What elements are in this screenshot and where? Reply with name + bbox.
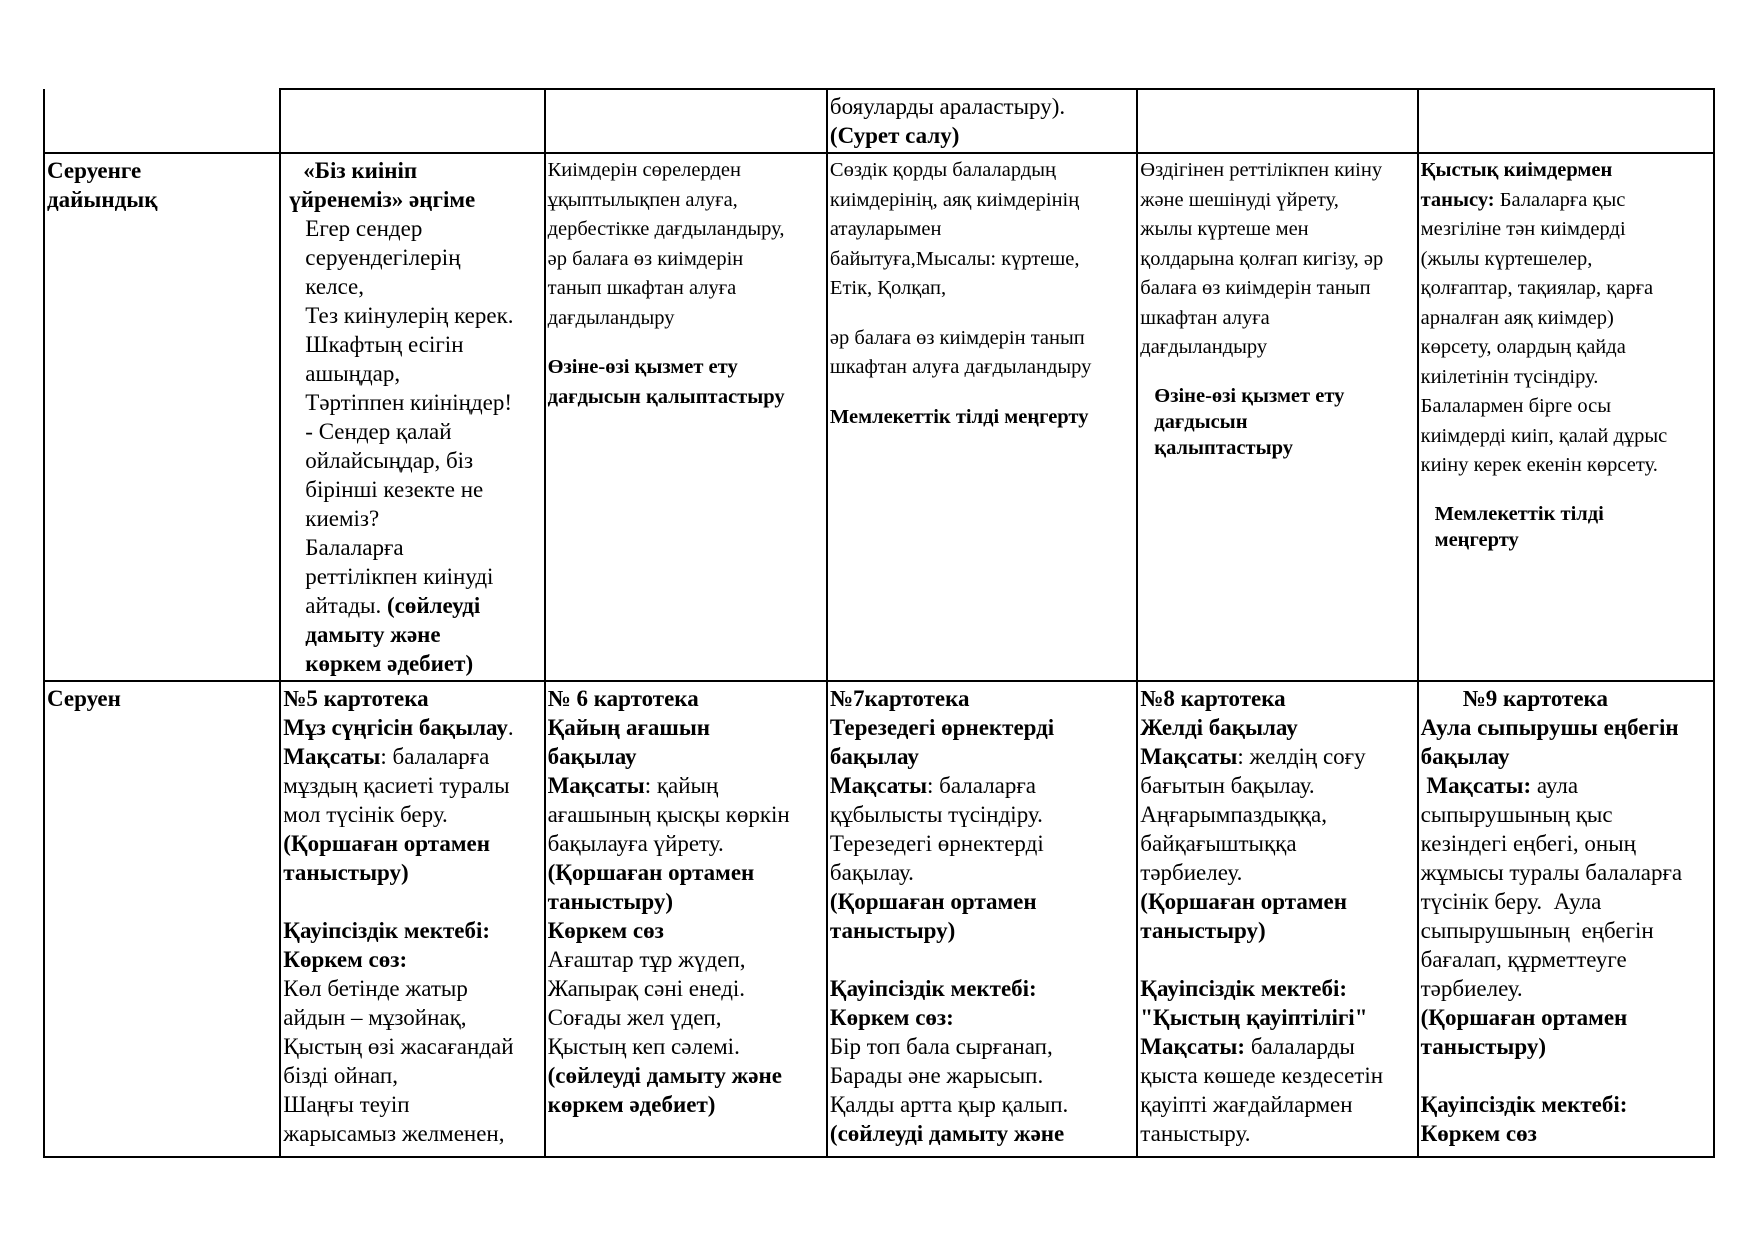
walk-col6-line: [1421, 1119, 1711, 1148]
prep-col5-bold-block: [1140, 383, 1414, 461]
walk-text: Мұз сүңгісін бақылау: [283, 715, 508, 740]
walk-text: Көл бетінде жатыр: [283, 976, 468, 1001]
prep-col3-line: ұқыптылықпен алуға,: [547, 188, 738, 211]
walk-text: таныстыру): [547, 889, 673, 914]
walk-col5-line: [1140, 829, 1414, 858]
poem-line: реттілікпен киінуді: [305, 564, 494, 589]
walk-text: Барады әне жарысып.: [829, 1063, 1044, 1088]
walk-text: мол түсінік беру.: [283, 802, 448, 827]
walk-text: байқағыштыққа: [1140, 831, 1297, 856]
cell-walk-col4: [827, 681, 1137, 1157]
walk-col3-line: [548, 974, 824, 1003]
walk-col2-line: [283, 916, 541, 945]
prep-col4-line: шкафтан алуға дағдыландыру: [829, 356, 1092, 378]
prep-col5-bold: Өзіне-өзі қызмет ету: [1154, 384, 1345, 407]
prep-col3-line: танып шкафтан алуға: [547, 277, 737, 299]
cell-prep-col5: [1137, 153, 1417, 681]
cell-prep-col3: [545, 153, 827, 681]
poem-line: бірінші кезекте не: [305, 477, 484, 502]
walk-col2-line: [283, 974, 541, 1003]
walk-col4-line: [830, 1032, 1134, 1061]
walk-text: Мақсаты: [1140, 744, 1238, 769]
walk-col6-line: [1421, 1090, 1711, 1119]
prep-col6-bold: меңгерту: [1434, 528, 1519, 551]
walk-text: Мақсаты: [547, 773, 645, 798]
walk-text-tail: балаларды: [1245, 1034, 1355, 1059]
prep-col4-line: Сөздік қорды балалардың: [829, 159, 1057, 181]
prep-col5-line: шкафтан алуға: [1140, 306, 1270, 329]
prep-col6-head2: [1421, 186, 1711, 216]
prep-col4-line: байытуға,Мысалы: күртеше,: [829, 247, 1080, 270]
poem-line: Тәртіппен киініңдер!: [305, 390, 513, 415]
prep-col4-line: Етік, Қолқап,: [829, 277, 947, 299]
walk-text: Көркем сөз:: [829, 1005, 954, 1030]
walk-col6-line: [1421, 829, 1711, 858]
walk-text: таныстыру): [1420, 1034, 1547, 1059]
walk-col5-line: [1140, 945, 1414, 974]
prep-col6-bold: Мемлекеттік тілді: [1434, 502, 1604, 525]
walk-text: (сөйлеуді дамыту және: [547, 1063, 782, 1088]
prep-col4-line: киімдерінің, аяқ киімдерінің: [829, 188, 1080, 211]
walk-text: бақылау: [829, 744, 919, 769]
poem-line: Балаларға: [305, 535, 404, 560]
prep-col4-line: атауларымен: [829, 218, 942, 240]
walk-col5-line: [1140, 684, 1414, 713]
prep-col6-bold-block: [1421, 501, 1711, 553]
walk-col4-line: [830, 916, 1134, 945]
prep-col5-line: жылы күртеше мен: [1140, 218, 1309, 240]
walk-text: бағытын бақылау.: [1140, 773, 1315, 798]
prep-col6-line: (жылы күртешелер,: [1420, 247, 1593, 270]
walk-col4-line: [830, 887, 1134, 916]
walk-col6-line: [1421, 945, 1711, 974]
walk-col3-line: [548, 1090, 824, 1119]
walk-col4-line: [830, 742, 1134, 771]
poem-line: серуендегілерің: [305, 245, 461, 270]
walk-text: Шаңғы теуіп: [283, 1092, 410, 1117]
walk-col3-line: [548, 1003, 824, 1032]
walk-text: сыпырушының еңбегін: [1420, 918, 1654, 943]
walk-col4-line: [830, 771, 1134, 800]
walk-text: Мақсаты:: [1420, 773, 1532, 798]
walk-col3-line: [548, 829, 824, 858]
end-bold: (сөйлеуді: [387, 593, 481, 618]
end-plain: айтады.: [305, 593, 387, 618]
walk-col3-line: [548, 916, 824, 945]
row-label-line: Серуенге: [47, 158, 142, 183]
walk-text: Қалды артта қыр қалып.: [829, 1092, 1069, 1117]
cell-top-col6: [1418, 89, 1714, 153]
walk-col6-line: [1421, 1032, 1711, 1061]
top-col4-line: (Сурет салу): [829, 123, 960, 148]
walk-text: Көркем сөз: [1420, 1121, 1537, 1146]
prep-col6-line: мезгіліне тән киімдерді: [1420, 218, 1626, 240]
walk-text: (Қоршаған ортамен: [829, 889, 1037, 914]
cell-prep-col2: [280, 153, 544, 681]
walk-text: Соғады жел үдеп,: [547, 1005, 722, 1030]
prep-col6-line: қолғаптар, тақиялар, қарға: [1420, 277, 1654, 299]
walk-col2-line: [283, 771, 541, 800]
walk-col2-line: [283, 858, 541, 887]
walk-col2-line: [283, 1090, 541, 1119]
top-col4-line: бояуларды араластыру).: [829, 94, 1066, 119]
prep-col3-bold: дағдысын қалыптастыру: [547, 385, 785, 408]
walk-text: Терезедегі өрнектерді: [829, 715, 1055, 740]
walk-text: айдын – мұзойнақ,: [283, 1005, 467, 1030]
poem-line: Тез киінулерің керек.: [305, 303, 514, 328]
spacer: [1421, 481, 1711, 501]
walk-text: (Қоршаған ортамен: [547, 860, 755, 885]
prep-col5-line: балаға өз киімдерін танып: [1140, 277, 1371, 299]
poem-line-end: [305, 591, 541, 620]
walk-text-tail: : қайың: [644, 773, 719, 798]
walk-col6-line: [1421, 974, 1711, 1003]
walk-text: Бір топ бала сырғанап,: [829, 1034, 1053, 1059]
walk-col2-line: [283, 1119, 541, 1148]
walk-col4-line: [830, 858, 1134, 887]
walk-text: бақылау.: [829, 860, 914, 885]
walk-text: Қыстың өзі жасағандай: [283, 1034, 514, 1059]
walk-text: (Қоршаған ортамен: [1140, 889, 1347, 914]
cell-top-col2: [280, 89, 544, 153]
spacer: [1140, 363, 1414, 383]
walk-text-tail: : балаларға: [927, 773, 1037, 798]
walk-col6-line: [1421, 713, 1711, 742]
walk-col5-line: [1140, 974, 1414, 1003]
walk-text: Мақсаты:: [1140, 1034, 1246, 1059]
walk-text: бақылау: [1420, 744, 1510, 769]
walk-col5-line: [1140, 916, 1414, 945]
poem-line: Шкафтың есігін: [305, 332, 464, 357]
walk-col6-line: [1421, 800, 1711, 829]
walk-text: (сөйлеуді дамыту және: [829, 1121, 1065, 1146]
walk-text: Қайың ағашын: [547, 715, 711, 740]
walk-text: Аула сыпырушы еңбегін: [1420, 715, 1679, 740]
poem-line: ойлайсыңдар, біз: [305, 448, 474, 473]
spacer: [830, 383, 1134, 403]
prep-col5-bold: қалыптастыру: [1154, 436, 1293, 459]
cell-prep-col4: [827, 153, 1137, 681]
walk-text: бағалап, құрметтеуге: [1420, 947, 1627, 972]
prep-col5-bold: дағдысын: [1154, 410, 1248, 433]
walk-text: ағашының қысқы көркін: [547, 802, 790, 827]
prep-col3-line: әр балаға өз киімдерін: [547, 247, 744, 270]
walk-col2-line: [283, 742, 541, 771]
walk-col6-line: [1421, 771, 1711, 800]
cell-label-top: [44, 89, 280, 153]
cell-walk-col5: [1137, 681, 1417, 1157]
walk-col5-line: [1140, 1003, 1414, 1032]
cell-walk-col6: [1418, 681, 1714, 1157]
prep-col6-line: көрсету, олардың қайда: [1420, 336, 1626, 358]
walk-text: тәрбиелеу.: [1140, 860, 1243, 885]
walk-col3-line: [548, 742, 824, 771]
walk-text: Көркем сөз:: [283, 947, 408, 972]
walk-col3-line: [548, 858, 824, 887]
poem-line: көркем әдебиет): [305, 651, 474, 676]
walk-col4-line: [830, 684, 1134, 713]
poem-line: - Сендер қалай: [305, 419, 452, 444]
walk-col6-line: [1421, 916, 1711, 945]
walk-text: Терезедегі өрнектерді: [829, 831, 1044, 856]
spacer: [830, 304, 1134, 324]
walk-col5-line: [1140, 887, 1414, 916]
walk-col2-line: [283, 1061, 541, 1090]
walk-text: таныстыру): [1140, 918, 1266, 943]
walk-text: Қауіпсіздік мектебі:: [1140, 976, 1348, 1001]
table-row-walk: [44, 681, 1714, 1157]
walk-text: таныстыру): [283, 860, 409, 885]
walk-text: кезіндегі еңбегі, оның: [1420, 831, 1636, 856]
walk-text: бақылауға үйрету.: [547, 831, 724, 856]
prep-col2-title: үйренеміз» әңгіме: [289, 187, 476, 212]
prep-col6-bold2: танысу:: [1420, 188, 1495, 211]
walk-text: қауіпті жағдайлармен: [1140, 1092, 1353, 1117]
prep-col3-line: Киімдерін сөрелерден: [547, 159, 741, 181]
walk-text: қыста көшеде кездесетін: [1140, 1063, 1384, 1088]
walk-col2-line: [283, 945, 541, 974]
cell-top-col5: [1137, 89, 1417, 153]
prep-col4-bold: Мемлекеттік тілді меңгерту: [829, 405, 1089, 428]
walk-col2-line: [283, 829, 541, 858]
walk-col5-line: [1140, 800, 1414, 829]
walk-col2-line: [283, 1032, 541, 1061]
walk-col2-line: [283, 800, 541, 829]
walk-text: (Қоршаған ортамен: [283, 831, 490, 856]
walk-text: жарысамыз желменен,: [283, 1121, 505, 1146]
walk-text: Желді бақылау: [1140, 715, 1298, 740]
cell-walk-col2: [280, 681, 544, 1157]
walk-col4-line: [830, 829, 1134, 858]
poem-line: келсе,: [305, 274, 365, 299]
walk-col3-line: [548, 713, 824, 742]
walk-col2-line: [283, 684, 541, 713]
table-row-prep: [44, 153, 1714, 681]
walk-text: жұмысы туралы балаларға: [1420, 860, 1683, 885]
walk-text: Мақсаты: [283, 744, 381, 769]
walk-col3-line: [548, 800, 824, 829]
walk-col6-line: [1421, 858, 1711, 887]
row-label-line: дайындық: [47, 187, 158, 212]
walk-col4-line: [830, 1003, 1134, 1032]
walk-text: №5 картотека: [283, 686, 429, 711]
prep-col6-line: Балалармен бірге осы: [1420, 395, 1611, 417]
walk-text: "Қыстың қауіптілігі": [1140, 1005, 1368, 1030]
cell-top-col3: [545, 89, 827, 153]
walk-text-tail: : балаларға: [380, 744, 490, 769]
prep-col6-head: Қыстық киімдермен: [1420, 159, 1613, 181]
walk-text: Аңғарымпаздыққа,: [1140, 802, 1327, 827]
cell-walk-col3: [545, 681, 827, 1157]
walk-text: Ағаштар тұр жүдеп,: [547, 947, 746, 972]
walk-col6-line: [1421, 684, 1711, 713]
prep-col6-rest: Балаларға қыс: [1494, 188, 1626, 211]
walk-text: Мақсаты: [829, 773, 928, 798]
poem-line: киеміз?: [305, 506, 380, 531]
walk-col6-line: [1421, 1003, 1711, 1032]
walk-col3-line: [548, 1032, 824, 1061]
walk-col2-line: [283, 887, 541, 916]
walk-col4-line: [830, 1090, 1134, 1119]
prep-col6-line: киіну керек екенін көрсету.: [1420, 454, 1658, 476]
walk-text: №8 картотека: [1140, 686, 1286, 711]
prep-col3-line: дербестікке дағдыландыру,: [547, 218, 785, 240]
walk-col2-line: [283, 1003, 541, 1032]
walk-col3-line: [548, 771, 824, 800]
walk-text: сыпырушының қыс: [1420, 802, 1613, 827]
poem-line: ашыңдар,: [305, 361, 401, 386]
walk-text: (Қоршаған ортамен: [1420, 1005, 1628, 1030]
walk-text: бізді ойнап,: [283, 1063, 398, 1088]
walk-col5-line: [1140, 771, 1414, 800]
walk-text: бақылау: [547, 744, 637, 769]
walk-col4-line: [830, 800, 1134, 829]
walk-text: мұздың қасиеті туралы: [283, 773, 510, 798]
poem-line: Егер сендер: [305, 216, 423, 241]
walk-col5-line: [1140, 1032, 1414, 1061]
walk-col6-line: [1421, 1061, 1711, 1090]
walk-col3-line: [548, 887, 824, 916]
walk-text: көркем әдебиет): [547, 1092, 716, 1117]
walk-col4-line: [830, 974, 1134, 1003]
walk-text: №7картотека: [829, 686, 970, 711]
prep-col5-line: және шешінуді үйрету,: [1140, 188, 1339, 211]
walk-col4-line: [830, 713, 1134, 742]
walk-text: Қауіпсіздік мектебі:: [283, 918, 491, 943]
schedule-table: [43, 88, 1715, 1158]
walk-text: құбылысты түсіндіру.: [829, 802, 1043, 827]
walk-col3-line: [548, 1061, 824, 1090]
walk-text: түсінік беру. Аула: [1420, 889, 1602, 914]
table-row-top: [44, 89, 1714, 153]
walk-col5-line: [1140, 1090, 1414, 1119]
walk-text: № 6 картотека: [547, 686, 699, 711]
walk-col3-line: [548, 945, 824, 974]
spacer: [548, 333, 824, 353]
poem-line: дамыту және: [305, 622, 441, 647]
walk-text: таныстыру.: [1140, 1121, 1251, 1146]
prep-col2-poem: [289, 214, 541, 678]
prep-col3-line: дағдыландыру: [547, 306, 675, 329]
prep-col6-line: киімдерді киіп, қалай дұрыс: [1420, 424, 1668, 447]
walk-col4-line: [830, 945, 1134, 974]
walk-col2-line: [283, 713, 541, 742]
walk-col5-line: [1140, 713, 1414, 742]
prep-col3-bold: Өзіне-өзі қызмет ету: [547, 356, 738, 378]
prep-col4-line: әр балаға өз киімдерін танып: [829, 326, 1085, 349]
walk-col4-line: [830, 1119, 1134, 1148]
prep-col5-line: дағдыландыру: [1140, 336, 1268, 358]
prep-col5-line: қолдарына қолғап кигізу, әр: [1140, 247, 1384, 270]
walk-text-tail: .: [507, 715, 514, 740]
walk-text: Жапырақ сәні енеді.: [547, 976, 746, 1001]
walk-text-tail: : желдің соғу: [1237, 744, 1366, 769]
row-label-walk: [44, 681, 280, 1157]
cell-top-col4: [827, 89, 1137, 153]
prep-col6-line: киілетінін түсіндіру.: [1420, 365, 1599, 388]
walk-text: тәрбиелеу.: [1420, 976, 1523, 1001]
cell-prep-col6: [1418, 153, 1714, 681]
walk-text: Көркем сөз: [547, 918, 664, 943]
walk-col6-line: [1421, 742, 1711, 771]
walk-text-tail: аула: [1531, 773, 1579, 798]
walk-text: таныстыру): [829, 918, 956, 943]
walk-text: №9 картотека: [1462, 686, 1608, 711]
walk-text: Қауіпсіздік мектебі:: [1420, 1092, 1628, 1117]
walk-text: Қауіпсіздік мектебі:: [829, 976, 1037, 1001]
walk-col5-line: [1140, 742, 1414, 771]
walk-col4-line: [830, 1061, 1134, 1090]
row-label-line: Серуен: [47, 686, 121, 711]
walk-col5-line: [1140, 1061, 1414, 1090]
prep-col2-title: «Біз киініп: [303, 158, 418, 183]
walk-col5-line: [1140, 1119, 1414, 1148]
row-label-prep: [44, 153, 280, 681]
walk-col6-line: [1421, 887, 1711, 916]
prep-col6-line: арналған аяқ киімдер): [1420, 306, 1614, 329]
walk-text: Қыстың кеп сәлемі.: [547, 1034, 740, 1059]
walk-col5-line: [1140, 858, 1414, 887]
walk-col3-line: [548, 684, 824, 713]
prep-col5-line: Өздігінен реттілікпен киіну: [1140, 159, 1383, 181]
